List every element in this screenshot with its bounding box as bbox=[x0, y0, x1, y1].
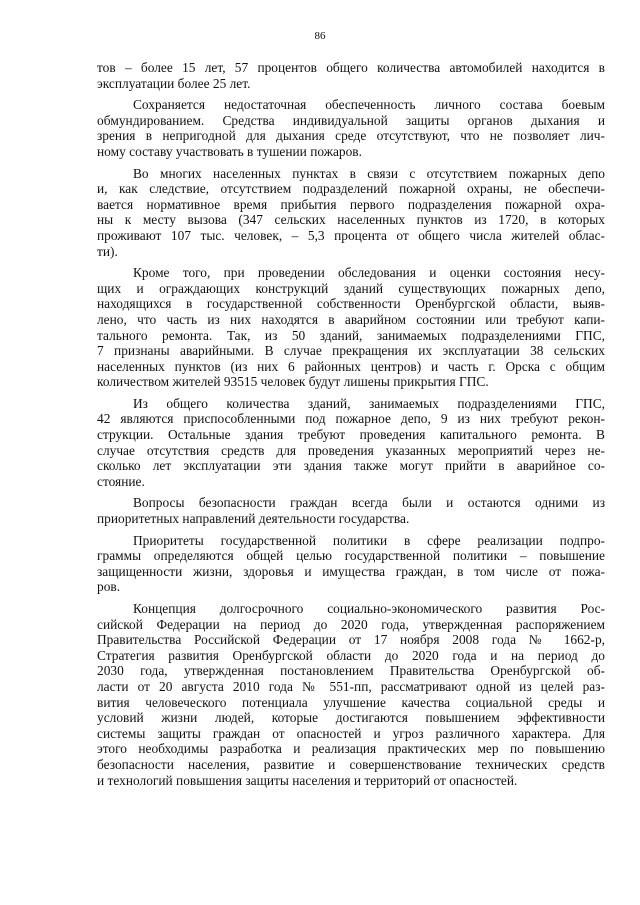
paragraph bbox=[97, 60, 605, 91]
text-line: зрения в непригодной для дыхания среде отсутствуют, что не позволяет лич- bbox=[97, 128, 605, 144]
text-line: проживают 107 тыс. человек, – 5,3 процента от общего числа жителей облас- bbox=[97, 227, 605, 243]
text-line: вается нормативное время прибытия первого подразделения пожарной охра- bbox=[97, 196, 605, 212]
text-line: случае отсутствия средств для проведения указанных мероприятий через не- bbox=[97, 442, 605, 458]
text-line: 42 являются приспособленными под пожарное депо, 9 из них требуют рекон- bbox=[97, 411, 605, 427]
text-line: лено, что часть из них находятся в аварийном состоянии или требуют капи- bbox=[97, 311, 605, 327]
text-line: этого необходимы разработка и реализация практических мер по повышению bbox=[97, 741, 605, 757]
text-line: щих и ограждающих конструкций зданий существующих пожарных депо, bbox=[97, 280, 605, 296]
paragraph bbox=[97, 601, 605, 788]
text-line: тального ремонта. Так, из 50 зданий, занимаемых подразделениями ГПС, bbox=[97, 327, 605, 343]
text-line: граммы определяются общей целью государственной политики – повышение bbox=[97, 548, 605, 564]
text-line: и технологий повышения защиты населения и территорий от опасностей. bbox=[97, 772, 518, 788]
text-line: Из общего количества зданий, занимаемых подразделениями ГПС, bbox=[133, 395, 605, 411]
text-line: эксплуатации более 25 лет. bbox=[97, 75, 251, 91]
text-line: обмундированием. Средства индивидуальной защиты органов дыхания и bbox=[97, 112, 605, 128]
paragraph bbox=[97, 265, 605, 390]
text-line: условий жизни людей, которые достигаются повышением эффективности bbox=[97, 710, 605, 726]
paragraph bbox=[97, 396, 605, 490]
text-line: 2030 года, утвержденная постановлением Правительства Оренбургской об- bbox=[97, 663, 605, 679]
text-line: количеством жителей 93515 человек будут лишены прикрытия ГПС. bbox=[97, 374, 489, 390]
text-line: сколько лет эксплуатации эти здания также могут прийти в аварийное со- bbox=[97, 458, 605, 474]
paragraph bbox=[97, 495, 605, 526]
text-line: ному составу участвовать в тушении пожаров. bbox=[97, 143, 362, 159]
text-line: Стратегия развития Оренбургской области до 2020 года и на период до bbox=[97, 647, 605, 663]
text-line: Кроме того, при проведении обследования и оценки состояния несу- bbox=[133, 265, 605, 281]
text-line: Сохраняется недостаточная обеспеченность личного состава боевым bbox=[133, 97, 605, 113]
text-line: Правительства Российской Федерации от 17 ноября 2008 года № 1662-р, bbox=[97, 632, 605, 648]
text-line: Во многих населенных пунктах в связи с отсутствием пожарных депо bbox=[133, 165, 605, 181]
text-line: вития человеческого потенциала улучшение качества социальной среды и bbox=[97, 694, 605, 710]
text-line: ны к месту вызова (347 сельских населенных пунктов из 1720, в которых bbox=[97, 212, 605, 228]
text-line: безопасности населения, развитие и совершенствование технических средств bbox=[97, 756, 605, 772]
paragraph bbox=[97, 97, 605, 159]
text-line: защищенности жизни, здоровья и имущества граждан, в том числе от пожа- bbox=[97, 563, 605, 579]
page-number: 86 bbox=[314, 30, 326, 42]
text-line: стояние. bbox=[97, 473, 145, 489]
text-line: сийской Федерации на период до 2020 года, утвержденная распоряжением bbox=[97, 616, 605, 632]
text-line: тов – более 15 лет, 57 процентов общего количества автомобилей находится в bbox=[97, 60, 605, 75]
text-line: находящихся в государственной собственности Оренбургской области, выяв- bbox=[97, 296, 605, 312]
text-line: и, как следствие, отсутствием подразделений пожарной охраны, не обеспечи- bbox=[97, 181, 605, 197]
text-line: Концепция долгосрочного социально-экономического развития Рос- bbox=[133, 601, 605, 616]
text-line: ров. bbox=[97, 579, 121, 595]
text-line: 7 признаны аварийными. В случае прекращения их эксплуатации 38 сельских bbox=[97, 343, 605, 359]
text-line: Приоритеты государственной политики в сфере реализации подпро- bbox=[133, 532, 605, 548]
text-line: ти). bbox=[97, 243, 118, 259]
text-line: системы защиты граждан от опасностей и угроз различного характера. Для bbox=[97, 725, 605, 741]
text-line: Вопросы безопасности граждан всегда были и остаются одними из bbox=[133, 495, 605, 511]
text-line: ласти от 20 августа 2010 года № 551-пп, рассматривают одной из целей раз- bbox=[97, 678, 605, 694]
text-line: струкции. Остальные здания требуют проведения капитального ремонта. В bbox=[97, 427, 605, 443]
paragraph bbox=[97, 533, 605, 595]
text-line: приоритетных направлений деятельности государства. bbox=[97, 511, 410, 527]
paragraph bbox=[97, 166, 605, 260]
body-text bbox=[97, 60, 605, 788]
text-line: населенных пунктов (из них 6 районных центров) и часть г. Орска с общим bbox=[97, 358, 605, 374]
